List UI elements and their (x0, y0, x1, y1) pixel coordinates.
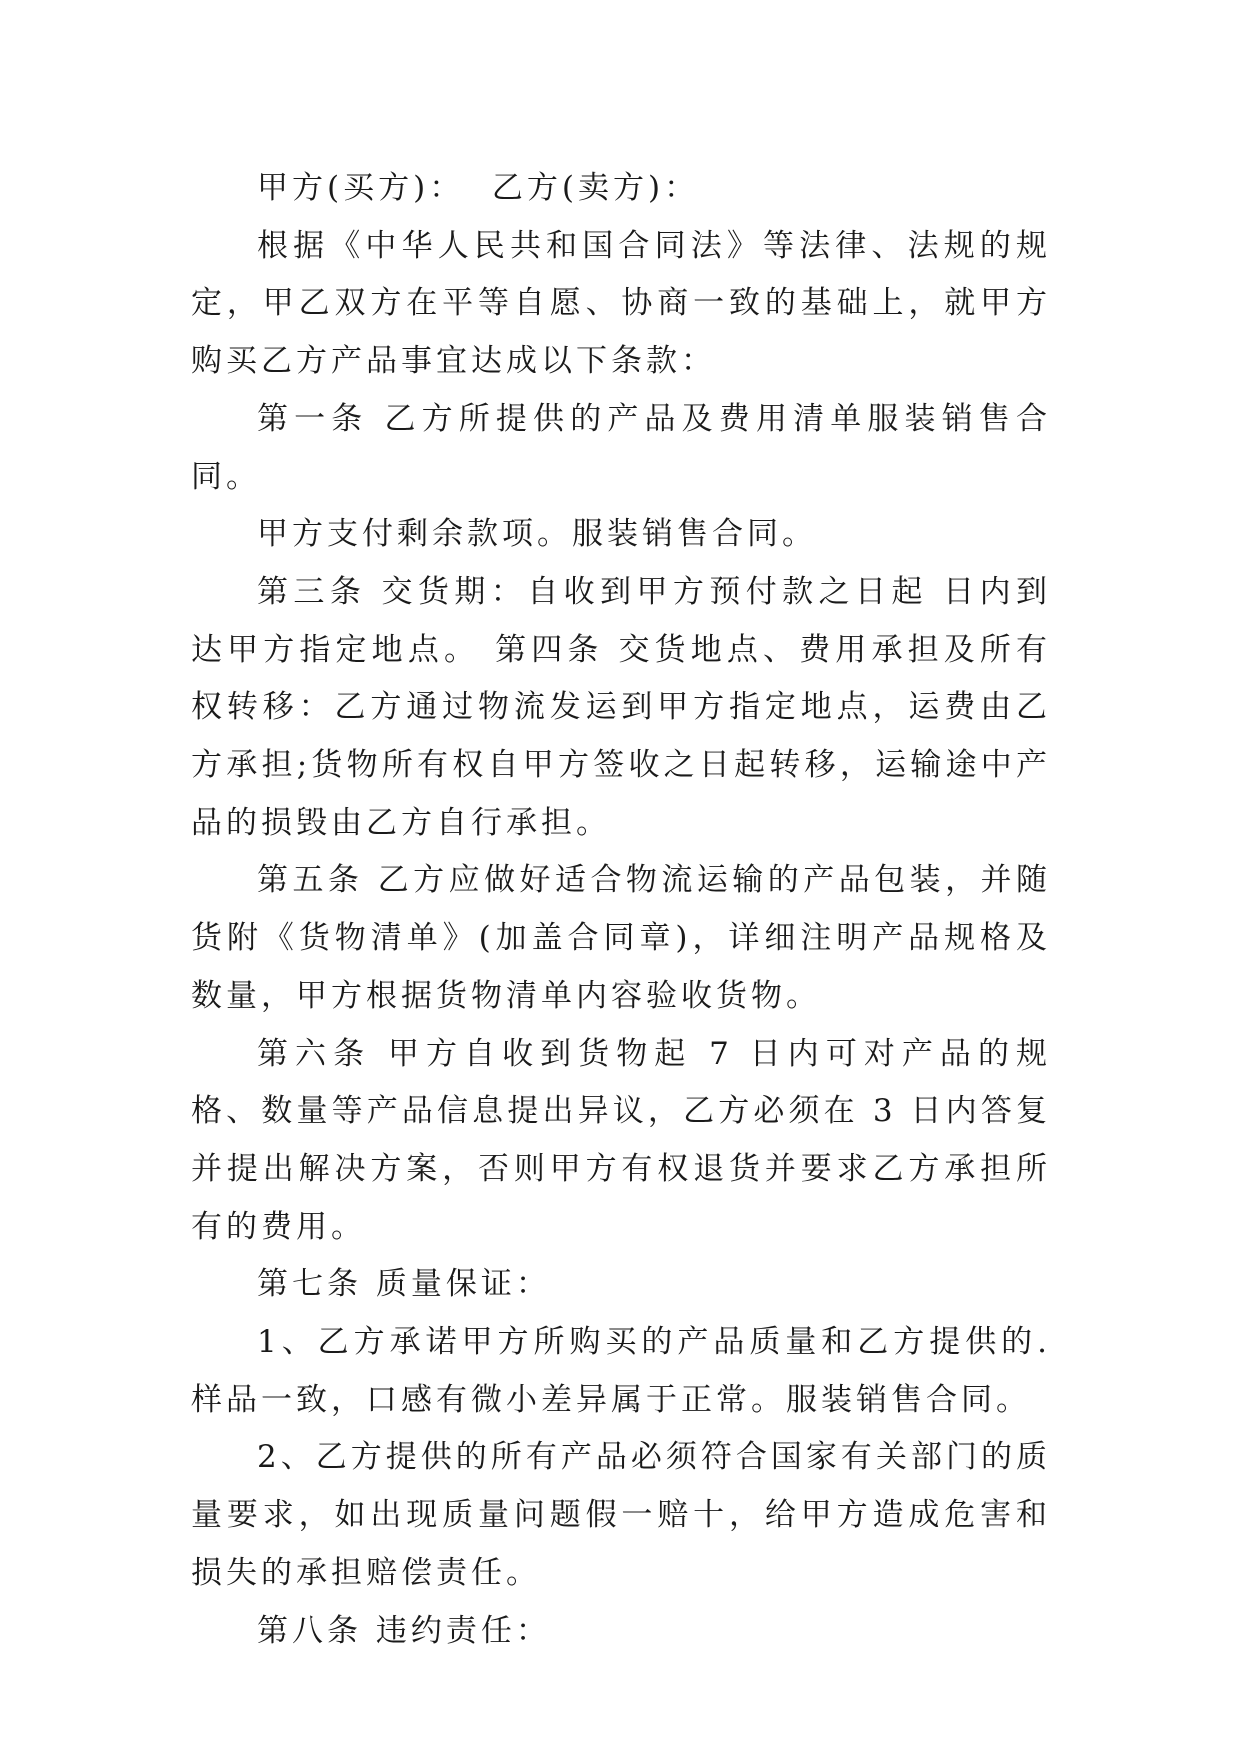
paragraph-article-3-4: 第三条 交货期：自收到甲方预付款之日起 日内到达甲方指定地点。 第四条 交货地点、费用承担及所有权转移：乙方通过物流发运到甲方指定地点，运费由乙方承担;货物所有权自甲方签收之日起转移，运输途中产品的损毁由乙方自行承担。 (191, 573, 1051, 841)
paragraph-preamble: 根据《中华人民共和国合同法》等法律、法规的规定，甲乙双方在平等自愿、协商一致的基础上，就甲方购买乙方产品事宜达成以下条款： (191, 227, 1051, 380)
paragraph-article-6: 第六条 甲方自收到货物起 7 日内可对产品的规格、数量等产品信息提出异议，乙方必须在 3 日内答复并提出解决方案，否则甲方有权退货并要求乙方承担所有的费用。 (191, 1035, 1051, 1245)
paragraph-parties: 甲方(买方)： 乙方(卖方)： (257, 170, 700, 206)
paragraph-article-7: 第七条 质量保证： (257, 1266, 551, 1303)
paragraph-article-1: 第一条 乙方所提供的产品及费用清单服装销售合同。 (191, 400, 1051, 495)
paragraph-article-7-item-2: 2、乙方提供的所有产品必须符合国家有关部门的质量要求，如出现质量问题假一赔十，给甲方造成危害和损失的承担赔偿责任。 (191, 1439, 1051, 1591)
paragraph-payment: 甲方支付剩余款项。服装销售合同。 (257, 516, 817, 553)
paragraph-article-8: 第八条 违约责任： (257, 1612, 551, 1649)
contract-body (191, 160, 1051, 1660)
paragraph-article-7-item-1: 1、乙方承诺甲方所购买的产品质量和乙方提供的.样品一致，口感有微小差异属于正常。服装销售合同。 (191, 1324, 1051, 1418)
paragraph-article-5: 第五条 乙方应做好适合物流运输的产品包装，并随货附《货物清单》(加盖合同章)，详细注明产品规格及数量，甲方根据货物清单内容验收货物。 (191, 862, 1051, 1014)
